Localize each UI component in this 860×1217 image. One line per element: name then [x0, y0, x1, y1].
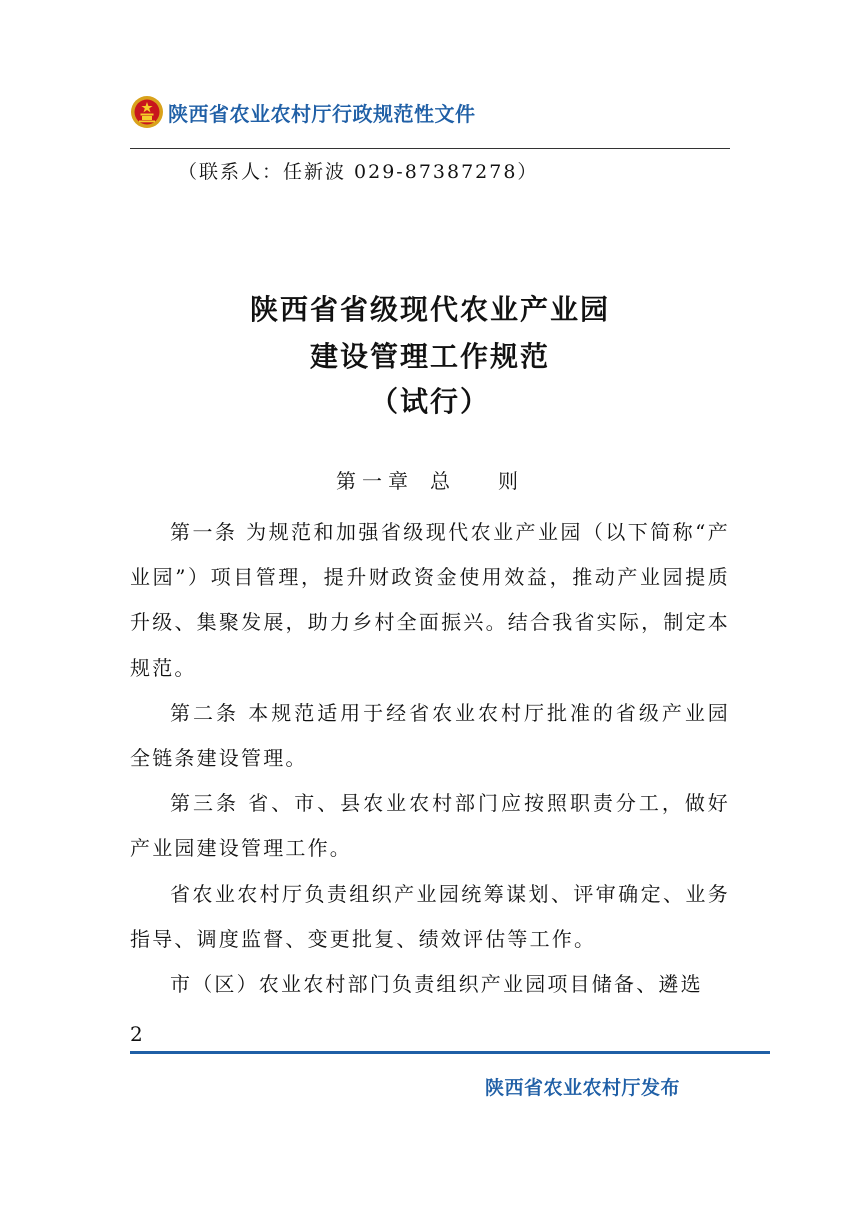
footer-divider: [130, 1051, 770, 1054]
page-number: 2: [130, 1022, 143, 1046]
paragraph: 市（区）农业农村部门负责组织产业园项目储备、遴选: [170, 972, 703, 997]
header-divider: [130, 148, 730, 149]
chapter-heading: [0, 465, 860, 494]
chapter-number: 第一章: [336, 469, 414, 493]
national-emblem-icon: [130, 95, 164, 129]
document-title-line-3: （试行）: [369, 385, 490, 418]
chapter-name-part2: 则: [498, 469, 524, 493]
document-header: [130, 92, 730, 132]
paragraph: 第二条 本规范适用于经省农业农村厅批准的省级产业园全链条建设管理。: [130, 700, 730, 771]
contact-line: （联系人：任新波 029-87387278）: [178, 161, 539, 183]
document-title-line-1: 陕西省省级现代农业产业园: [249, 293, 610, 326]
footer-publisher: 陕西省农业农村厅发布: [484, 1077, 680, 1099]
paragraph: 第一条 为规范和加强省级现代农业产业园（以下简称“产业园”）项目管理，提升财政资金使用效益，推动产业园提质升级、集聚发展，助力乡村全面振兴。结合我省实际，制定本规范。: [130, 520, 730, 680]
chapter-name-part1: 总: [430, 469, 456, 493]
document-title-line-2: 建设管理工作规范: [309, 340, 550, 373]
header-title: 陕西省农业农村厅行政规范性文件: [168, 101, 476, 126]
document-body: [130, 510, 730, 1007]
paragraph: 第三条 省、市、县农业农村部门应按照职责分工，做好产业园建设管理工作。: [130, 791, 730, 861]
paragraph: 省农业农村厅负责组织产业园统筹谋划、评审确定、业务指导、调度监督、变更批复、绩效评估等工作。: [130, 881, 730, 951]
